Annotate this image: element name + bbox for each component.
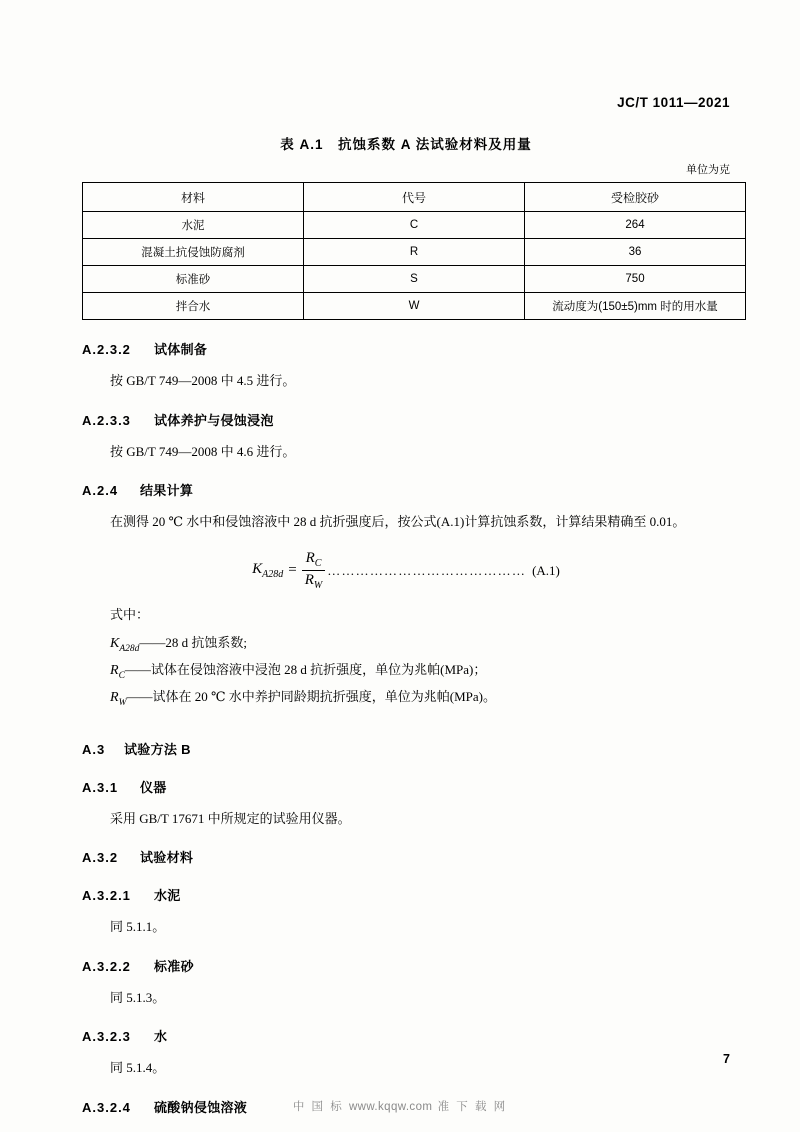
definition-item bbox=[110, 631, 730, 658]
page-footer bbox=[0, 1098, 800, 1114]
definition-symbol: $R_C$ bbox=[110, 662, 125, 681]
footer-right-text: 准 下 载 网 bbox=[437, 1101, 508, 1113]
table-cell: 标准砂 bbox=[83, 266, 304, 293]
table-row bbox=[83, 239, 746, 266]
formula-denominator: $R_W$ bbox=[302, 570, 326, 592]
definition-symbol: $K_{A28d}$ bbox=[110, 635, 140, 654]
table-cell: 拌合水 bbox=[83, 293, 304, 320]
section-body-a322: 同 5.1.3。 bbox=[110, 989, 166, 1005]
section-number: A.3 bbox=[82, 741, 106, 757]
formula-equals: = bbox=[288, 562, 297, 578]
section-title: 试体制备 bbox=[154, 342, 208, 357]
section-heading-a323 bbox=[82, 1026, 730, 1045]
formula-number: (A.1) bbox=[532, 562, 560, 578]
section-number: A.3.2.1 bbox=[82, 888, 131, 904]
definition-item bbox=[110, 658, 730, 685]
section-heading-a322 bbox=[82, 956, 730, 975]
table-cell: 流动度为(150±5)mm 时的用水量 bbox=[525, 293, 746, 320]
formula-leader: …………………………………… bbox=[327, 562, 527, 578]
table-cell: 水泥 bbox=[83, 212, 304, 239]
section-title: 水泥 bbox=[154, 888, 181, 904]
section-title: 试验方法 B bbox=[124, 741, 191, 757]
definition-item bbox=[110, 685, 730, 712]
section-body-a24: 在测得 20 ℃ 水中和侵蚀溶液中 28 d 抗折强度后，按公式(A.1)计算抗蚀系数，计算结果精确至 0.01。 bbox=[110, 514, 686, 529]
section-heading-a32 bbox=[82, 847, 730, 866]
formula-lhs: $K_{A28d}$ bbox=[252, 561, 284, 580]
section-title: 硫酸钠侵蚀溶液 bbox=[154, 1099, 248, 1115]
section-number: A.3.2.4 bbox=[82, 1099, 131, 1115]
table-unit-note: 单位为克 bbox=[686, 164, 730, 176]
table-title: 表 A.1 抗蚀系数 A 法试验材料及用量 bbox=[280, 137, 532, 152]
section-body-a232: 按 GB/T 749—2008 中 4.5 进行。 bbox=[110, 373, 296, 388]
table-cell: R bbox=[304, 239, 525, 266]
section-heading-a321 bbox=[82, 885, 730, 904]
table-cell: W bbox=[304, 293, 525, 320]
section-title: 结果计算 bbox=[140, 483, 194, 498]
table-cell: 750 bbox=[525, 266, 746, 293]
definition-symbol: $R_W$ bbox=[110, 690, 127, 709]
definition-text: ——试体在 20 ℃ 水中养护同龄期抗折强度，单位为兆帕(MPa)。 bbox=[126, 689, 496, 705]
section-number: A.3.2.3 bbox=[82, 1029, 131, 1045]
table-header-row bbox=[83, 183, 746, 212]
definition-text: ——28 d 抗蚀系数; bbox=[139, 634, 248, 650]
table-cell: 混凝土抗侵蚀防腐剂 bbox=[83, 239, 304, 266]
section-body-a323: 同 5.1.4。 bbox=[110, 1060, 166, 1076]
footer-url: www.kqqw.com bbox=[348, 1101, 433, 1113]
section-body-a321: 同 5.1.1。 bbox=[110, 919, 166, 935]
section-number: A.2.3.3 bbox=[82, 412, 131, 428]
section-heading-a31 bbox=[82, 777, 730, 796]
section-number: A.2.4 bbox=[82, 483, 119, 498]
table-row bbox=[83, 266, 746, 293]
where-label: 式中： bbox=[110, 606, 150, 622]
section-heading-a3 bbox=[82, 739, 730, 758]
page-content bbox=[82, 0, 730, 1116]
section-title: 水 bbox=[154, 1029, 168, 1045]
table-header-cell: 材料 bbox=[83, 183, 304, 212]
formula-numerator: $R_C$ bbox=[305, 549, 322, 569]
footer-left-text: 中 国 标 bbox=[292, 1101, 344, 1113]
formula-fraction bbox=[302, 550, 326, 592]
table-cell: 264 bbox=[525, 212, 746, 239]
section-body-a233: 按 GB/T 749—2008 中 4.6 进行。 bbox=[110, 443, 296, 459]
table-cell: 36 bbox=[525, 239, 746, 266]
section-heading-a233 bbox=[82, 410, 730, 429]
section-title: 标准砂 bbox=[154, 958, 194, 974]
section-number: A.3.1 bbox=[82, 779, 119, 795]
page-number: 7 bbox=[723, 1052, 730, 1066]
table-header-cell: 受检胶砂 bbox=[525, 183, 746, 212]
section-title: 试体养护与侵蚀浸泡 bbox=[154, 412, 274, 428]
standard-code: JC/T 1011—2021 bbox=[617, 95, 730, 110]
definition-text: ——试体在侵蚀溶液中浸泡 28 d 抗折强度，单位为兆帕(MPa)； bbox=[124, 661, 487, 677]
section-number: A.3.2 bbox=[82, 850, 119, 866]
section-title: 试验材料 bbox=[140, 850, 194, 866]
table-row bbox=[83, 293, 746, 320]
table-cell: S bbox=[304, 266, 525, 293]
section-heading-a24 bbox=[82, 480, 730, 499]
formula-a1 bbox=[82, 550, 730, 596]
page-header bbox=[82, 95, 730, 110]
section-number: A.3.2.2 bbox=[82, 958, 131, 974]
table-header-cell: 代号 bbox=[304, 183, 525, 212]
section-title: 仪器 bbox=[140, 779, 167, 795]
materials-table bbox=[82, 182, 746, 320]
section-body-a31: 采用 GB/T 17671 中所规定的试验用仪器。 bbox=[110, 810, 351, 826]
table-cell: C bbox=[304, 212, 525, 239]
section-number: A.2.3.2 bbox=[82, 342, 131, 357]
symbol-definitions bbox=[110, 631, 730, 713]
table-row bbox=[83, 212, 746, 239]
section-heading-a232 bbox=[82, 339, 730, 358]
